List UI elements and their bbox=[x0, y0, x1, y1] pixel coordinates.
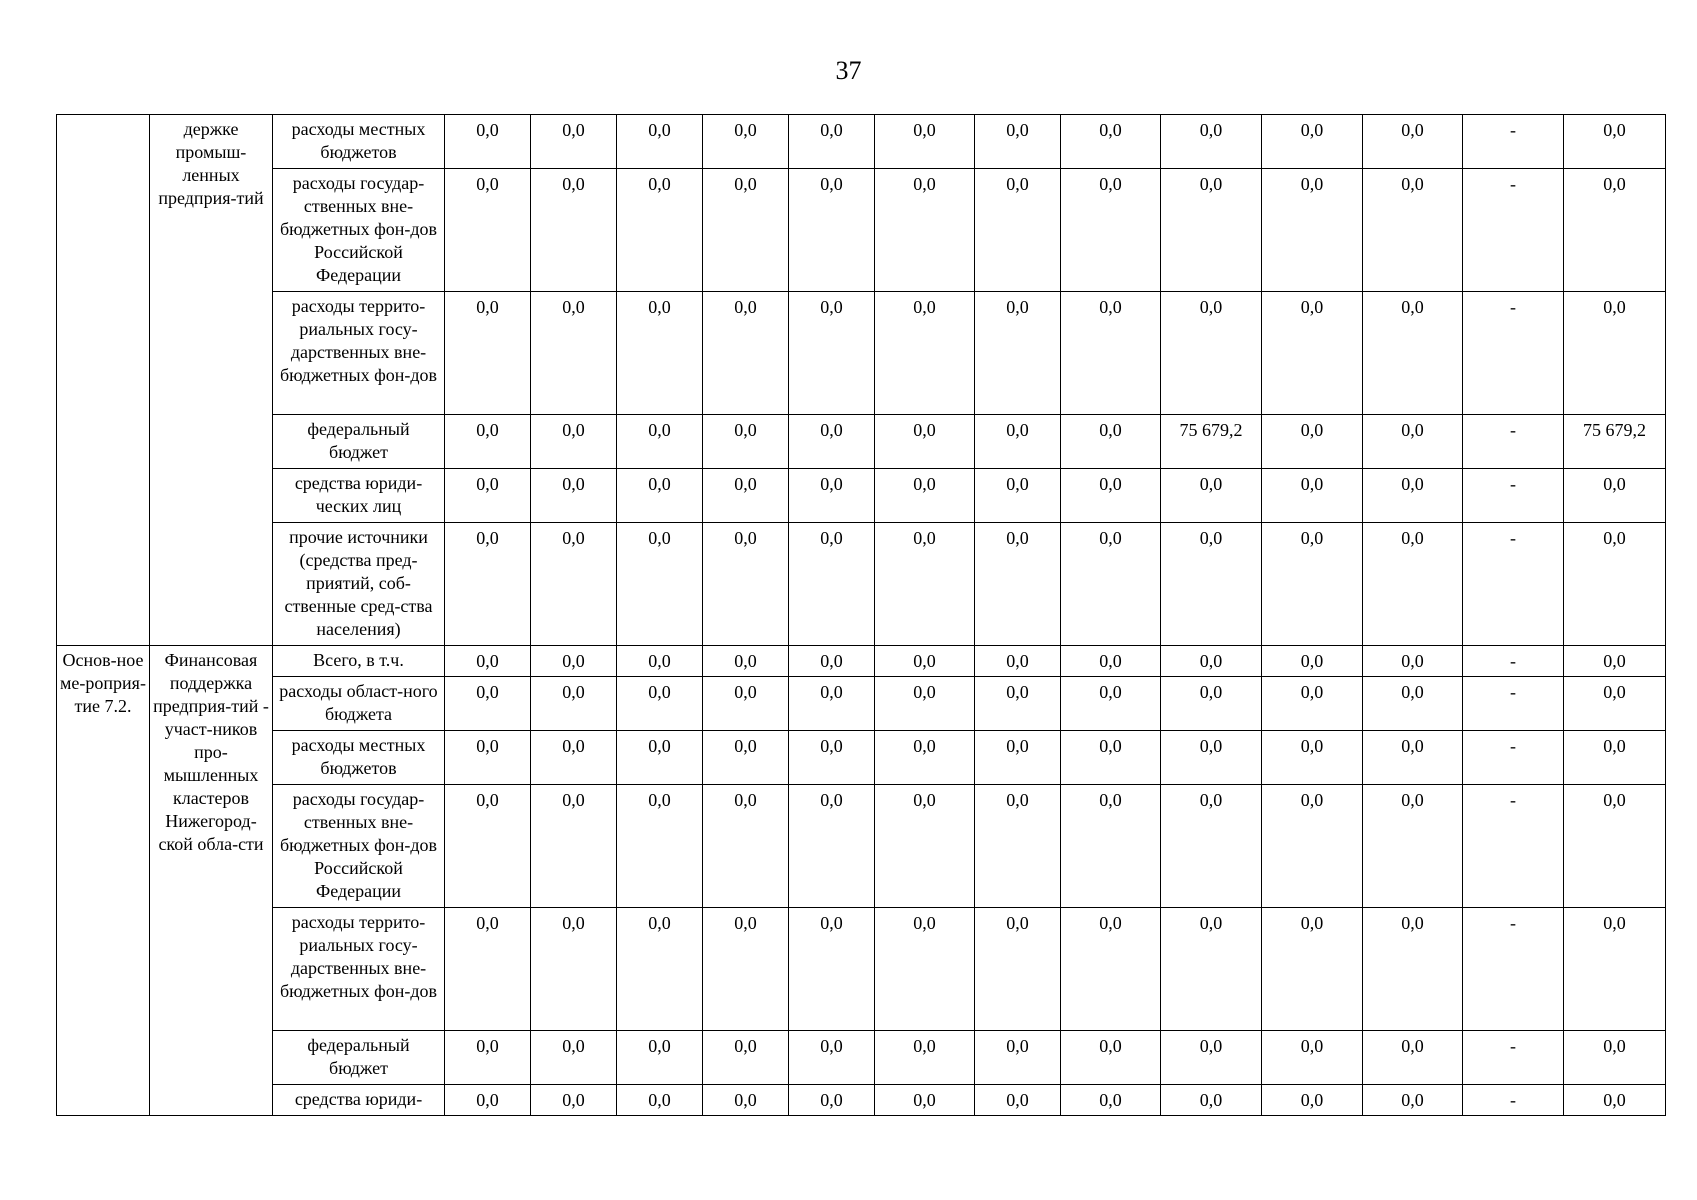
value-cell: 0,0 bbox=[531, 646, 617, 677]
funding-source-cell: Всего, в т.ч. bbox=[273, 646, 445, 677]
table-row bbox=[57, 1031, 1666, 1085]
value-cell: 0,0 bbox=[531, 523, 617, 646]
funding-source-cell: расходы област-ного бюджета bbox=[273, 677, 445, 731]
value-cell: 0,0 bbox=[1262, 1031, 1363, 1085]
value-cell: 75 679,2 bbox=[1161, 415, 1262, 469]
value-cell: 0,0 bbox=[1363, 415, 1463, 469]
value-cell: 0,0 bbox=[703, 731, 789, 785]
value-cell: 0,0 bbox=[531, 415, 617, 469]
value-cell: 0,0 bbox=[1161, 1085, 1262, 1116]
value-cell: 0,0 bbox=[617, 908, 703, 1031]
value-cell: - bbox=[1463, 646, 1564, 677]
value-cell: 0,0 bbox=[445, 785, 531, 908]
value-cell: 0,0 bbox=[975, 523, 1061, 646]
value-cell: 0,0 bbox=[789, 1085, 875, 1116]
value-cell: 0,0 bbox=[617, 731, 703, 785]
value-cell: 0,0 bbox=[1564, 523, 1666, 646]
value-cell: - bbox=[1463, 677, 1564, 731]
value-cell: 0,0 bbox=[703, 169, 789, 292]
value-cell: 0,0 bbox=[1262, 677, 1363, 731]
value-cell: 0,0 bbox=[1262, 785, 1363, 908]
funding-source-cell: средства юриди-ческих лиц bbox=[273, 469, 445, 523]
value-cell: 0,0 bbox=[617, 415, 703, 469]
value-cell: 0,0 bbox=[1262, 908, 1363, 1031]
value-cell: 0,0 bbox=[875, 292, 975, 415]
value-cell: 0,0 bbox=[789, 523, 875, 646]
value-cell: 0,0 bbox=[445, 731, 531, 785]
value-cell: 0,0 bbox=[1363, 646, 1463, 677]
value-cell: 0,0 bbox=[875, 785, 975, 908]
value-cell: 0,0 bbox=[531, 292, 617, 415]
value-cell: - bbox=[1463, 115, 1564, 169]
value-cell: - bbox=[1463, 169, 1564, 292]
value-cell: 0,0 bbox=[703, 677, 789, 731]
value-cell: 0,0 bbox=[875, 677, 975, 731]
value-cell: 0,0 bbox=[703, 292, 789, 415]
value-cell: 0,0 bbox=[445, 523, 531, 646]
table-row bbox=[57, 523, 1666, 646]
value-cell: 0,0 bbox=[531, 677, 617, 731]
value-cell: 0,0 bbox=[617, 785, 703, 908]
value-cell: 0,0 bbox=[617, 292, 703, 415]
value-cell: 0,0 bbox=[1061, 523, 1161, 646]
value-cell: 0,0 bbox=[703, 646, 789, 677]
value-cell: 0,0 bbox=[1061, 469, 1161, 523]
value-cell: 0,0 bbox=[1262, 115, 1363, 169]
value-cell: - bbox=[1463, 731, 1564, 785]
value-cell: 0,0 bbox=[1262, 646, 1363, 677]
value-cell: - bbox=[1463, 1031, 1564, 1085]
value-cell: 0,0 bbox=[975, 908, 1061, 1031]
value-cell: 0,0 bbox=[617, 1031, 703, 1085]
value-cell: 0,0 bbox=[531, 785, 617, 908]
value-cell: 0,0 bbox=[703, 523, 789, 646]
value-cell: 0,0 bbox=[1061, 115, 1161, 169]
value-cell: 0,0 bbox=[975, 1031, 1061, 1085]
value-cell: 0,0 bbox=[875, 169, 975, 292]
value-cell: 0,0 bbox=[445, 292, 531, 415]
value-cell: 0,0 bbox=[1564, 646, 1666, 677]
table-row bbox=[57, 646, 1666, 677]
value-cell: 0,0 bbox=[703, 908, 789, 1031]
table-row bbox=[57, 1085, 1666, 1116]
value-cell: 0,0 bbox=[703, 1031, 789, 1085]
value-cell: 0,0 bbox=[1161, 292, 1262, 415]
value-cell: 0,0 bbox=[703, 415, 789, 469]
value-cell: 0,0 bbox=[789, 677, 875, 731]
value-cell: - bbox=[1463, 523, 1564, 646]
value-cell: 0,0 bbox=[1564, 1085, 1666, 1116]
value-cell: 0,0 bbox=[789, 908, 875, 1031]
measure-name-cell: держке промыш-ленных предприя-тий bbox=[150, 115, 273, 646]
value-cell: 0,0 bbox=[703, 469, 789, 523]
value-cell: 0,0 bbox=[1262, 169, 1363, 292]
value-cell: 0,0 bbox=[1363, 1085, 1463, 1116]
value-cell: 0,0 bbox=[975, 169, 1061, 292]
value-cell: 0,0 bbox=[1564, 169, 1666, 292]
value-cell: 0,0 bbox=[1161, 785, 1262, 908]
value-cell: - bbox=[1463, 1085, 1564, 1116]
value-cell: 0,0 bbox=[1161, 523, 1262, 646]
funding-source-cell: расходы террито-риальных госу-дарственных вне-бюджетных фон-дов bbox=[273, 292, 445, 415]
value-cell: 0,0 bbox=[1061, 1031, 1161, 1085]
funding-source-cell: расходы местных бюджетов bbox=[273, 115, 445, 169]
value-cell: 0,0 bbox=[789, 646, 875, 677]
funding-source-cell: прочие источники (средства пред-приятий, соб-ственные сред-ства населения) bbox=[273, 523, 445, 646]
value-cell: 0,0 bbox=[1061, 785, 1161, 908]
value-cell: 0,0 bbox=[1363, 908, 1463, 1031]
table-row bbox=[57, 115, 1666, 169]
value-cell: 0,0 bbox=[617, 646, 703, 677]
funding-source-cell: средства юриди- bbox=[273, 1085, 445, 1116]
value-cell: 0,0 bbox=[531, 169, 617, 292]
funding-source-cell: расходы государ-ственных вне-бюджетных фон-дов Российской Федерации bbox=[273, 169, 445, 292]
value-cell: 0,0 bbox=[1564, 731, 1666, 785]
value-cell: 0,0 bbox=[789, 415, 875, 469]
value-cell: 0,0 bbox=[1262, 292, 1363, 415]
value-cell: 0,0 bbox=[875, 731, 975, 785]
table-row bbox=[57, 731, 1666, 785]
value-cell: 0,0 bbox=[975, 785, 1061, 908]
value-cell: 0,0 bbox=[1564, 115, 1666, 169]
value-cell: 0,0 bbox=[1564, 1031, 1666, 1085]
table-row bbox=[57, 908, 1666, 1031]
value-cell: 0,0 bbox=[875, 523, 975, 646]
value-cell: - bbox=[1463, 908, 1564, 1031]
value-cell: 0,0 bbox=[789, 292, 875, 415]
value-cell: 0,0 bbox=[1061, 677, 1161, 731]
value-cell: 0,0 bbox=[445, 677, 531, 731]
value-cell: 0,0 bbox=[1061, 646, 1161, 677]
value-cell: 0,0 bbox=[445, 169, 531, 292]
value-cell: 0,0 bbox=[1061, 1085, 1161, 1116]
value-cell: 0,0 bbox=[1161, 115, 1262, 169]
value-cell: 0,0 bbox=[1363, 523, 1463, 646]
table-row bbox=[57, 169, 1666, 292]
value-cell: 0,0 bbox=[789, 785, 875, 908]
table-row bbox=[57, 785, 1666, 908]
value-cell: 0,0 bbox=[1161, 908, 1262, 1031]
value-cell: 0,0 bbox=[1161, 731, 1262, 785]
value-cell: 0,0 bbox=[1363, 169, 1463, 292]
value-cell: 0,0 bbox=[975, 469, 1061, 523]
value-cell: 0,0 bbox=[1564, 677, 1666, 731]
value-cell: 0,0 bbox=[1161, 469, 1262, 523]
value-cell: 0,0 bbox=[875, 1031, 975, 1085]
measure-name-cell: Финансовая поддержка предприя-тий - участ-ников про-мышленных кластеров Нижегород-ской обла-сти bbox=[150, 646, 273, 1116]
value-cell: 0,0 bbox=[1061, 908, 1161, 1031]
value-cell: 0,0 bbox=[617, 677, 703, 731]
value-cell: 0,0 bbox=[1262, 469, 1363, 523]
value-cell: 0,0 bbox=[1262, 1085, 1363, 1116]
value-cell: 0,0 bbox=[1061, 415, 1161, 469]
value-cell: 0,0 bbox=[531, 1031, 617, 1085]
funding-source-cell: федеральный бюджет bbox=[273, 1031, 445, 1085]
value-cell: 0,0 bbox=[445, 1085, 531, 1116]
measure-code-cell: Основ-ное ме-роприя-тие 7.2. bbox=[57, 646, 150, 1116]
value-cell: 0,0 bbox=[617, 523, 703, 646]
budget-table bbox=[56, 114, 1666, 1116]
value-cell: 0,0 bbox=[789, 469, 875, 523]
value-cell: 0,0 bbox=[1363, 677, 1463, 731]
value-cell: 0,0 bbox=[1161, 677, 1262, 731]
value-cell: 0,0 bbox=[875, 115, 975, 169]
value-cell: 75 679,2 bbox=[1564, 415, 1666, 469]
value-cell: 0,0 bbox=[1262, 731, 1363, 785]
value-cell: 0,0 bbox=[975, 1085, 1061, 1116]
value-cell: 0,0 bbox=[789, 1031, 875, 1085]
value-cell: - bbox=[1463, 469, 1564, 523]
value-cell: 0,0 bbox=[1363, 731, 1463, 785]
value-cell: 0,0 bbox=[1262, 415, 1363, 469]
value-cell: 0,0 bbox=[789, 115, 875, 169]
value-cell: 0,0 bbox=[617, 469, 703, 523]
funding-source-cell: расходы государ-ственных вне-бюджетных фон-дов Российской Федерации bbox=[273, 785, 445, 908]
funding-source-cell: расходы террито-риальных госу-дарственных вне-бюджетных фон-дов bbox=[273, 908, 445, 1031]
value-cell: 0,0 bbox=[445, 469, 531, 523]
value-cell: 0,0 bbox=[1262, 523, 1363, 646]
table-row bbox=[57, 292, 1666, 415]
value-cell: 0,0 bbox=[1564, 908, 1666, 1031]
value-cell: 0,0 bbox=[531, 731, 617, 785]
value-cell: 0,0 bbox=[1161, 169, 1262, 292]
measure-code-cell bbox=[57, 115, 150, 646]
value-cell: 0,0 bbox=[789, 731, 875, 785]
value-cell: 0,0 bbox=[975, 646, 1061, 677]
value-cell: 0,0 bbox=[445, 908, 531, 1031]
value-cell: - bbox=[1463, 292, 1564, 415]
table-row bbox=[57, 677, 1666, 731]
value-cell: 0,0 bbox=[975, 677, 1061, 731]
value-cell: 0,0 bbox=[1564, 292, 1666, 415]
value-cell: 0,0 bbox=[875, 415, 975, 469]
value-cell: 0,0 bbox=[875, 469, 975, 523]
value-cell: - bbox=[1463, 785, 1564, 908]
value-cell: 0,0 bbox=[617, 115, 703, 169]
value-cell: 0,0 bbox=[1363, 1031, 1463, 1085]
value-cell: 0,0 bbox=[445, 415, 531, 469]
table-row bbox=[57, 415, 1666, 469]
value-cell: 0,0 bbox=[975, 292, 1061, 415]
page-number: 37 bbox=[835, 56, 862, 85]
value-cell: 0,0 bbox=[1564, 469, 1666, 523]
value-cell: 0,0 bbox=[975, 115, 1061, 169]
value-cell: 0,0 bbox=[1161, 646, 1262, 677]
value-cell: 0,0 bbox=[875, 1085, 975, 1116]
value-cell: 0,0 bbox=[445, 1031, 531, 1085]
funding-source-cell: расходы местных бюджетов bbox=[273, 731, 445, 785]
table-row bbox=[57, 469, 1666, 523]
value-cell: 0,0 bbox=[531, 908, 617, 1031]
value-cell: 0,0 bbox=[1564, 785, 1666, 908]
value-cell: 0,0 bbox=[703, 115, 789, 169]
value-cell: 0,0 bbox=[531, 1085, 617, 1116]
value-cell: 0,0 bbox=[531, 115, 617, 169]
value-cell: 0,0 bbox=[875, 646, 975, 677]
value-cell: 0,0 bbox=[1161, 1031, 1262, 1085]
value-cell: 0,0 bbox=[445, 115, 531, 169]
value-cell: 0,0 bbox=[875, 908, 975, 1031]
funding-source-cell: федеральный бюджет bbox=[273, 415, 445, 469]
value-cell: 0,0 bbox=[445, 646, 531, 677]
value-cell: 0,0 bbox=[703, 1085, 789, 1116]
value-cell: 0,0 bbox=[1061, 169, 1161, 292]
value-cell: 0,0 bbox=[789, 169, 875, 292]
value-cell: 0,0 bbox=[531, 469, 617, 523]
value-cell: 0,0 bbox=[617, 1085, 703, 1116]
value-cell: 0,0 bbox=[975, 731, 1061, 785]
value-cell: - bbox=[1463, 415, 1564, 469]
value-cell: 0,0 bbox=[703, 785, 789, 908]
value-cell: 0,0 bbox=[975, 415, 1061, 469]
value-cell: 0,0 bbox=[1363, 469, 1463, 523]
value-cell: 0,0 bbox=[1061, 292, 1161, 415]
value-cell: 0,0 bbox=[1363, 292, 1463, 415]
value-cell: 0,0 bbox=[617, 169, 703, 292]
value-cell: 0,0 bbox=[1061, 731, 1161, 785]
value-cell: 0,0 bbox=[1363, 785, 1463, 908]
value-cell: 0,0 bbox=[1363, 115, 1463, 169]
